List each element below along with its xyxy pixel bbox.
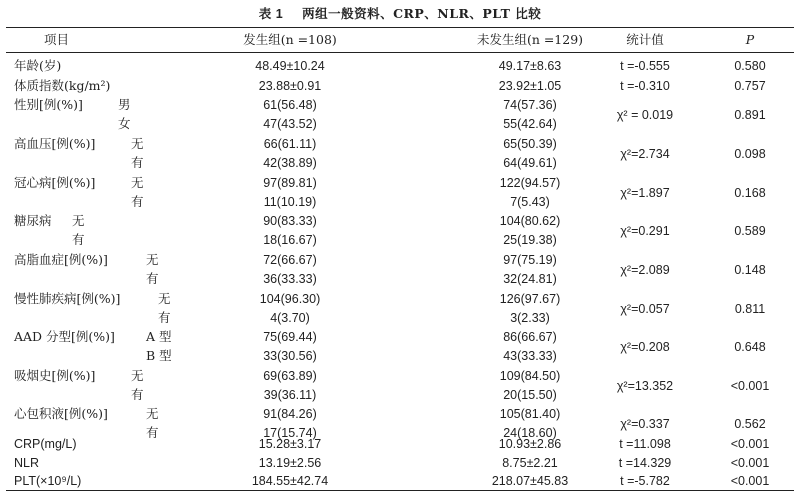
cell-group-a: 91(84.26) [263, 407, 317, 421]
cell-group-b: 24(18.60) [503, 426, 557, 440]
cell-group-a: 104(96.30) [259, 292, 321, 306]
sub-label: 无 [131, 175, 144, 190]
row-label: CRP(mg/L) [14, 437, 77, 451]
cell-group-b: 25(19.38) [503, 233, 557, 247]
cell-group-b: 8.75±2.21 [502, 456, 558, 470]
cell-group-b: 104(80.62) [499, 214, 561, 228]
cell-group-b: 122(94.57) [499, 176, 561, 190]
sub-label: B 型 [146, 348, 172, 363]
cell-stat: χ²=0.291 [620, 224, 670, 238]
cell-p: 0.589 [734, 224, 766, 238]
cell-stat: χ²=0.208 [620, 340, 670, 354]
cell-group-a: 42(38.89) [263, 156, 317, 170]
cell-stat: t =-0.310 [620, 79, 670, 93]
cell-group-b: 7(5.43) [510, 195, 550, 209]
cell-p: 0.811 [734, 302, 766, 316]
cell-group-a: 36(33.33) [263, 272, 317, 286]
cell-group-a: 75(69.44) [263, 330, 317, 344]
cell-group-a: 18(16.67) [263, 233, 317, 247]
row-label: 慢性肺疾病[例(%)] [14, 291, 121, 306]
cell-group-b: 43(33.33) [503, 349, 557, 363]
row-label: 糖尿病 [14, 213, 52, 228]
sub-label: 有 [146, 271, 159, 286]
cell-group-b: 3(2.33) [510, 311, 550, 325]
sub-label: 无 [146, 406, 159, 421]
cell-group-a: 33(30.56) [263, 349, 317, 363]
cell-p: 0.168 [734, 186, 766, 200]
cell-group-b: 97(75.19) [503, 253, 557, 267]
cell-group-a: 72(66.67) [263, 253, 317, 267]
table-number: 表 1 [258, 7, 284, 21]
cell-group-b: 86(66.67) [503, 330, 557, 344]
cell-group-a: 13.19±2.56 [258, 456, 322, 470]
row-label: 冠心病[例(%)] [14, 175, 96, 190]
row-label: 心包积液[例(%)] [14, 406, 108, 421]
cell-stat: t =-5.782 [620, 474, 670, 488]
cell-group-a: 15.28±3.17 [258, 437, 322, 451]
header-stat: 统计值 [626, 32, 664, 47]
cell-p: 0.757 [734, 79, 766, 93]
cell-group-a: 90(83.33) [263, 214, 317, 228]
header-group-b: 未发生组(n =129) [476, 32, 584, 47]
cell-stat: t =11.098 [619, 437, 671, 451]
sub-label: 无 [146, 252, 159, 267]
cell-p: <0.001 [730, 456, 770, 470]
cell-p: 0.580 [734, 59, 766, 73]
row-label: 年龄(岁) [14, 58, 62, 73]
bottom-rule [6, 490, 794, 491]
cell-group-a: 61(56.48) [263, 98, 317, 112]
sub-label: 男 [118, 97, 131, 112]
cell-p: 0.098 [734, 147, 766, 161]
row-label: 体质指数(kg/m²) [14, 78, 111, 93]
row-label: 吸烟史[例(%)] [14, 368, 96, 383]
cell-p: 0.562 [734, 417, 766, 431]
cell-group-b: 10.93±2.86 [498, 437, 562, 451]
header-p: P [745, 32, 755, 47]
cell-p: <0.001 [730, 437, 770, 451]
cell-group-b: 218.07±45.83 [491, 474, 569, 488]
cell-p: <0.001 [730, 474, 770, 488]
row-label: 性别[例(%)] [14, 97, 83, 112]
cell-group-b: 105(81.40) [499, 407, 561, 421]
sub-label: A 型 [146, 329, 172, 344]
cell-group-b: 109(84.50) [499, 369, 561, 383]
cell-group-a: 47(43.52) [263, 117, 317, 131]
cell-group-b: 64(49.61) [503, 156, 557, 170]
row-label: PLT(×10⁹/L) [14, 474, 82, 488]
sub-label: 无 [158, 291, 171, 306]
cell-group-b: 126(97.67) [499, 292, 561, 306]
cell-group-a: 66(61.11) [263, 137, 317, 151]
row-label: NLR [14, 456, 40, 470]
sub-label: 无 [131, 368, 144, 383]
cell-stat: χ²=2.734 [620, 147, 670, 161]
cell-group-b: 65(50.39) [503, 137, 557, 151]
cell-group-b: 49.17±8.63 [498, 59, 562, 73]
cell-group-a: 4(3.70) [270, 311, 310, 325]
cell-group-a: 69(63.89) [263, 369, 317, 383]
cell-group-a: 23.88±0.91 [258, 79, 322, 93]
row-label: 高脂血症[例(%)] [14, 252, 108, 267]
cell-stat: χ²=0.337 [620, 417, 670, 431]
table-title: 两组一般资料、CRP、NLR、PLT 比较 [302, 6, 542, 21]
sub-label: 有 [158, 310, 171, 325]
sub-label: 无 [131, 136, 144, 151]
cell-p: 0.648 [734, 340, 766, 354]
sub-label: 有 [131, 194, 144, 209]
cell-group-a: 184.55±42.74 [251, 474, 329, 488]
cell-group-a: 11(10.19) [263, 195, 317, 209]
sub-label: 有 [72, 232, 85, 247]
sub-label: 无 [72, 213, 85, 228]
header-item: 项目 [44, 32, 70, 47]
cell-group-b: 55(42.64) [503, 117, 557, 131]
cell-group-a: 39(36.11) [263, 388, 317, 402]
cell-group-a: 48.49±10.24 [255, 59, 325, 73]
sub-label: 女 [118, 116, 131, 131]
cell-p: 0.891 [734, 108, 766, 122]
header-rule [6, 52, 794, 53]
cell-stat: χ²=13.352 [616, 379, 674, 393]
sub-label: 有 [131, 387, 144, 402]
sub-label: 有 [146, 425, 159, 440]
cell-group-b: 74(57.36) [503, 98, 557, 112]
cell-stat: χ²=2.089 [620, 263, 670, 277]
row-label: 高血压[例(%)] [14, 136, 96, 151]
cell-group-a: 17(15.74) [263, 426, 317, 440]
header-group-a: 发生组(n =108) [243, 32, 337, 47]
table-caption [0, 4, 800, 22]
cell-stat: χ² = 0.019 [616, 108, 674, 122]
cell-group-a: 97(89.81) [263, 176, 317, 190]
top-rule [6, 27, 794, 28]
cell-p: <0.001 [730, 379, 770, 393]
cell-stat: χ²=0.057 [620, 302, 670, 316]
cell-p: 0.148 [734, 263, 766, 277]
cell-stat: χ²=1.897 [620, 186, 670, 200]
cell-stat: t =-0.555 [620, 59, 670, 73]
cell-stat: t =14.329 [618, 456, 672, 470]
row-label: AAD 分型[例(%)] [14, 329, 115, 344]
cell-group-b: 32(24.81) [503, 272, 557, 286]
sub-label: 有 [131, 155, 144, 170]
cell-group-b: 20(15.50) [503, 388, 557, 402]
cell-group-b: 23.92±1.05 [498, 79, 562, 93]
